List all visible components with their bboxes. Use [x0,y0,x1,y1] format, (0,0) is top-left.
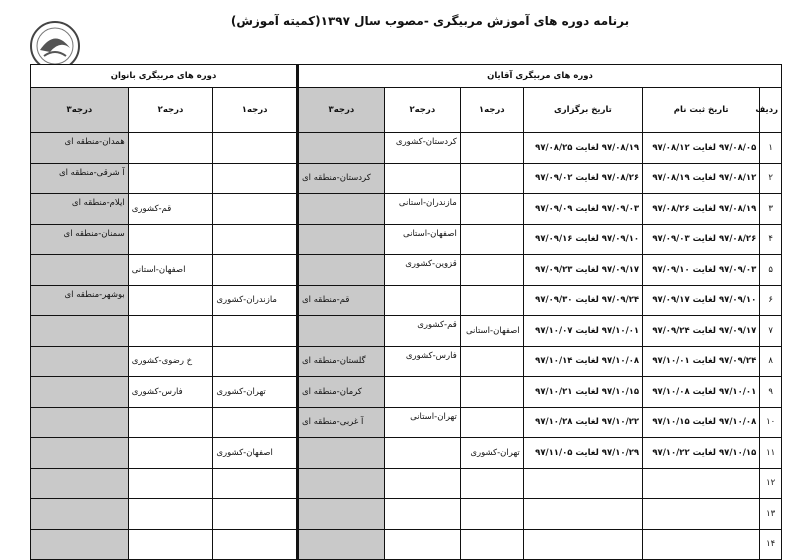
women-degree3-cell [31,438,129,469]
row-number-cell: ۱ [760,133,782,164]
men-degree2-cell [384,377,460,408]
men-degree2-cell: اصفهان-استانی [384,224,460,255]
table-row [31,255,782,286]
men-degree2-cell [384,438,460,469]
table-row [31,346,782,377]
table-row [31,224,782,255]
registration-date-cell [643,499,760,530]
women-group-header: دوره های مربیگری بانوان [31,65,298,88]
women-degree1-cell [213,163,298,194]
document-title: برنامه دوره های آموزش مربیگری -مصوب سال ۱۳۹۷(کمیته آموزش) [230,14,630,28]
men-degree3-cell [298,255,385,286]
men-degree2-cell: تهران-استانی [384,407,460,438]
women-degree1-cell [213,133,298,164]
men-degree1-header: درجه۱ [460,88,523,133]
men-degree3-cell [298,499,385,530]
women-degree1-header: درجه۱ [213,88,298,133]
women-degree3-cell [31,468,129,499]
women-degree3-cell [31,377,129,408]
registration-date-cell: ۹۷/۱۰/۱۵ لغایت ۹۷/۱۰/۲۲ [643,438,760,469]
women-degree1-cell [213,499,298,530]
held-date-cell: ۹۷/۰۹/۲۴ لغایت ۹۷/۰۹/۳۰ [523,285,642,316]
row-number-header: ردیف [760,88,782,133]
held-date-cell: ۹۷/۰۹/۱۰ لغایت ۹۷/۰۹/۱۶ [523,224,642,255]
men-degree1-cell [460,377,523,408]
held-date-cell [523,529,642,560]
women-degree3-header: درجه۳ [31,88,129,133]
women-degree1-cell [213,346,298,377]
men-degree1-cell: تهران-کشوری [460,438,523,469]
men-degree1-cell [460,468,523,499]
women-degree2-cell [128,407,213,438]
men-degree3-cell: قم-منطقه ای [298,285,385,316]
row-number-cell: ۳ [760,194,782,225]
women-degree1-cell: مازندران-کشوری [213,285,298,316]
women-degree2-cell [128,285,213,316]
registration-date-cell: ۹۷/۱۰/۰۸ لغایت ۹۷/۱۰/۱۵ [643,407,760,438]
table-row [31,133,782,164]
men-degree1-cell [460,499,523,530]
table-row [31,377,782,408]
women-degree3-cell: ایلام-منطقه ای [31,194,129,225]
men-degree1-cell [460,133,523,164]
men-degree2-cell: کردستان-کشوری [384,133,460,164]
women-degree3-cell [31,499,129,530]
women-degree3-cell [31,255,129,286]
men-degree3-cell [298,438,385,469]
row-number-cell: ۹ [760,377,782,408]
held-date-cell: ۹۷/۱۰/۲۹ لغایت ۹۷/۱۱/۰۵ [523,438,642,469]
women-degree1-cell [213,529,298,560]
women-degree1-cell: تهران-کشوری [213,377,298,408]
held-date-cell: ۹۷/۱۰/۰۸ لغایت ۹۷/۱۰/۱۴ [523,346,642,377]
men-degree1-cell [460,346,523,377]
row-number-cell: ۱۰ [760,407,782,438]
registration-date-cell: ۹۷/۰۹/۱۰ لغایت ۹۷/۰۹/۱۷ [643,285,760,316]
men-degree3-cell [298,529,385,560]
row-number-cell: ۶ [760,285,782,316]
women-degree2-cell: خ رضوی-کشوری [128,346,213,377]
row-number-cell: ۸ [760,346,782,377]
men-degree3-cell [298,133,385,164]
men-degree3-cell: گلستان-منطقه ای [298,346,385,377]
women-degree3-cell: همدان-منطقه ای [31,133,129,164]
held-date-cell: ۹۷/۰۹/۰۳ لغایت ۹۷/۰۹/۰۹ [523,194,642,225]
men-degree3-cell: کردستان-منطقه ای [298,163,385,194]
men-degree1-cell [460,529,523,560]
men-degree2-cell [384,468,460,499]
women-degree2-cell [128,316,213,347]
table-row [31,529,782,560]
women-degree2-cell: قم-کشوری [128,194,213,225]
registration-date-cell: ۹۷/۰۸/۰۵ لغایت ۹۷/۰۸/۱۲ [643,133,760,164]
table-row [31,285,782,316]
registration-date-cell: ۹۷/۱۰/۰۱ لغایت ۹۷/۱۰/۰۸ [643,377,760,408]
women-degree3-cell [31,529,129,560]
women-degree2-cell: فارس-کشوری [128,377,213,408]
table-row [31,194,782,225]
row-number-cell: ۴ [760,224,782,255]
men-degree3-header: درجه۳ [298,88,385,133]
women-degree2-cell: اصفهان-استانی [128,255,213,286]
held-date-cell: ۹۷/۰۹/۱۷ لغایت ۹۷/۰۹/۲۳ [523,255,642,286]
table-row [31,468,782,499]
table-row [31,316,782,347]
table-row [31,499,782,530]
women-degree1-cell [213,316,298,347]
held-date-cell: ۹۷/۰۸/۲۶ لغایت ۹۷/۰۹/۰۲ [523,163,642,194]
women-degree1-cell [213,468,298,499]
men-degree3-cell [298,468,385,499]
men-degree2-cell: فارس-کشوری [384,346,460,377]
held-date-cell: ۹۷/۱۰/۲۲ لغایت ۹۷/۱۰/۲۸ [523,407,642,438]
registration-date-cell: ۹۷/۰۹/۲۴ لغایت ۹۷/۱۰/۰۱ [643,346,760,377]
registration-date-cell: ۹۷/۰۹/۱۷ لغایت ۹۷/۰۹/۲۴ [643,316,760,347]
registration-date-cell: ۹۷/۰۸/۱۲ لغایت ۹۷/۰۸/۱۹ [643,163,760,194]
men-degree2-cell: قزوین-کشوری [384,255,460,286]
men-degree1-cell [460,255,523,286]
men-degree2-cell [384,285,460,316]
men-degree1-cell [460,224,523,255]
table-row [31,438,782,469]
table-row [31,407,782,438]
women-degree1-cell [213,224,298,255]
men-degree1-cell [460,407,523,438]
row-number-cell: ۱۴ [760,529,782,560]
women-degree2-cell [128,499,213,530]
registration-date-cell: ۹۷/۰۸/۲۶ لغایت ۹۷/۰۹/۰۳ [643,224,760,255]
men-degree2-cell [384,529,460,560]
men-degree3-cell: کرمان-منطقه ای [298,377,385,408]
men-degree2-header: درجه۲ [384,88,460,133]
row-number-cell: ۱۲ [760,468,782,499]
row-number-cell: ۲ [760,163,782,194]
row-number-cell: ۷ [760,316,782,347]
held-date-cell [523,499,642,530]
men-degree1-cell [460,163,523,194]
men-degree3-cell [298,194,385,225]
registration-date-cell [643,529,760,560]
women-degree2-cell [128,163,213,194]
women-degree3-cell: سمنان-منطقه ای [31,224,129,255]
women-degree1-cell [213,194,298,225]
held-date-cell: ۹۷/۰۸/۱۹ لغایت ۹۷/۰۸/۲۵ [523,133,642,164]
women-degree3-cell: بوشهر-منطقه ای [31,285,129,316]
women-degree3-cell [31,346,129,377]
women-degree3-cell: آ شرقی-منطقه ای [31,163,129,194]
row-number-cell: ۱۳ [760,499,782,530]
schedule-table [30,64,782,560]
women-degree2-header: درجه۲ [128,88,213,133]
men-degree2-cell: قم-کشوری [384,316,460,347]
held-date-cell: ۹۷/۱۰/۰۱ لغایت ۹۷/۱۰/۰۷ [523,316,642,347]
women-degree1-cell [213,407,298,438]
men-degree1-cell [460,285,523,316]
registration-date-cell [643,468,760,499]
women-degree2-cell [128,224,213,255]
women-degree2-cell [128,468,213,499]
women-degree3-cell [31,407,129,438]
women-degree2-cell [128,133,213,164]
women-degree1-cell [213,255,298,286]
women-degree2-cell [128,438,213,469]
women-degree2-cell [128,529,213,560]
table-row [31,163,782,194]
men-group-header: دوره های مربیگری آقایان [298,65,782,88]
men-degree3-cell [298,224,385,255]
row-number-cell: ۵ [760,255,782,286]
row-number-cell: ۱۱ [760,438,782,469]
registration-date-header: تاریخ ثبت نام [643,88,760,133]
men-degree2-cell: مازندران-استانی [384,194,460,225]
held-date-cell: ۹۷/۱۰/۱۵ لغایت ۹۷/۱۰/۲۱ [523,377,642,408]
men-degree3-cell: آ غربی-منطقه ای [298,407,385,438]
registration-date-cell: ۹۷/۰۹/۰۳ لغایت ۹۷/۰۹/۱۰ [643,255,760,286]
men-degree3-cell [298,316,385,347]
women-degree3-cell [31,316,129,347]
held-date-header: تاریخ برگزاری [523,88,642,133]
held-date-cell [523,468,642,499]
women-degree1-cell: اصفهان-کشوری [213,438,298,469]
registration-date-cell: ۹۷/۰۸/۱۹ لغایت ۹۷/۰۸/۲۶ [643,194,760,225]
men-degree1-cell: اصفهان-استانی [460,316,523,347]
men-degree2-cell [384,163,460,194]
men-degree1-cell [460,194,523,225]
men-degree2-cell [384,499,460,530]
